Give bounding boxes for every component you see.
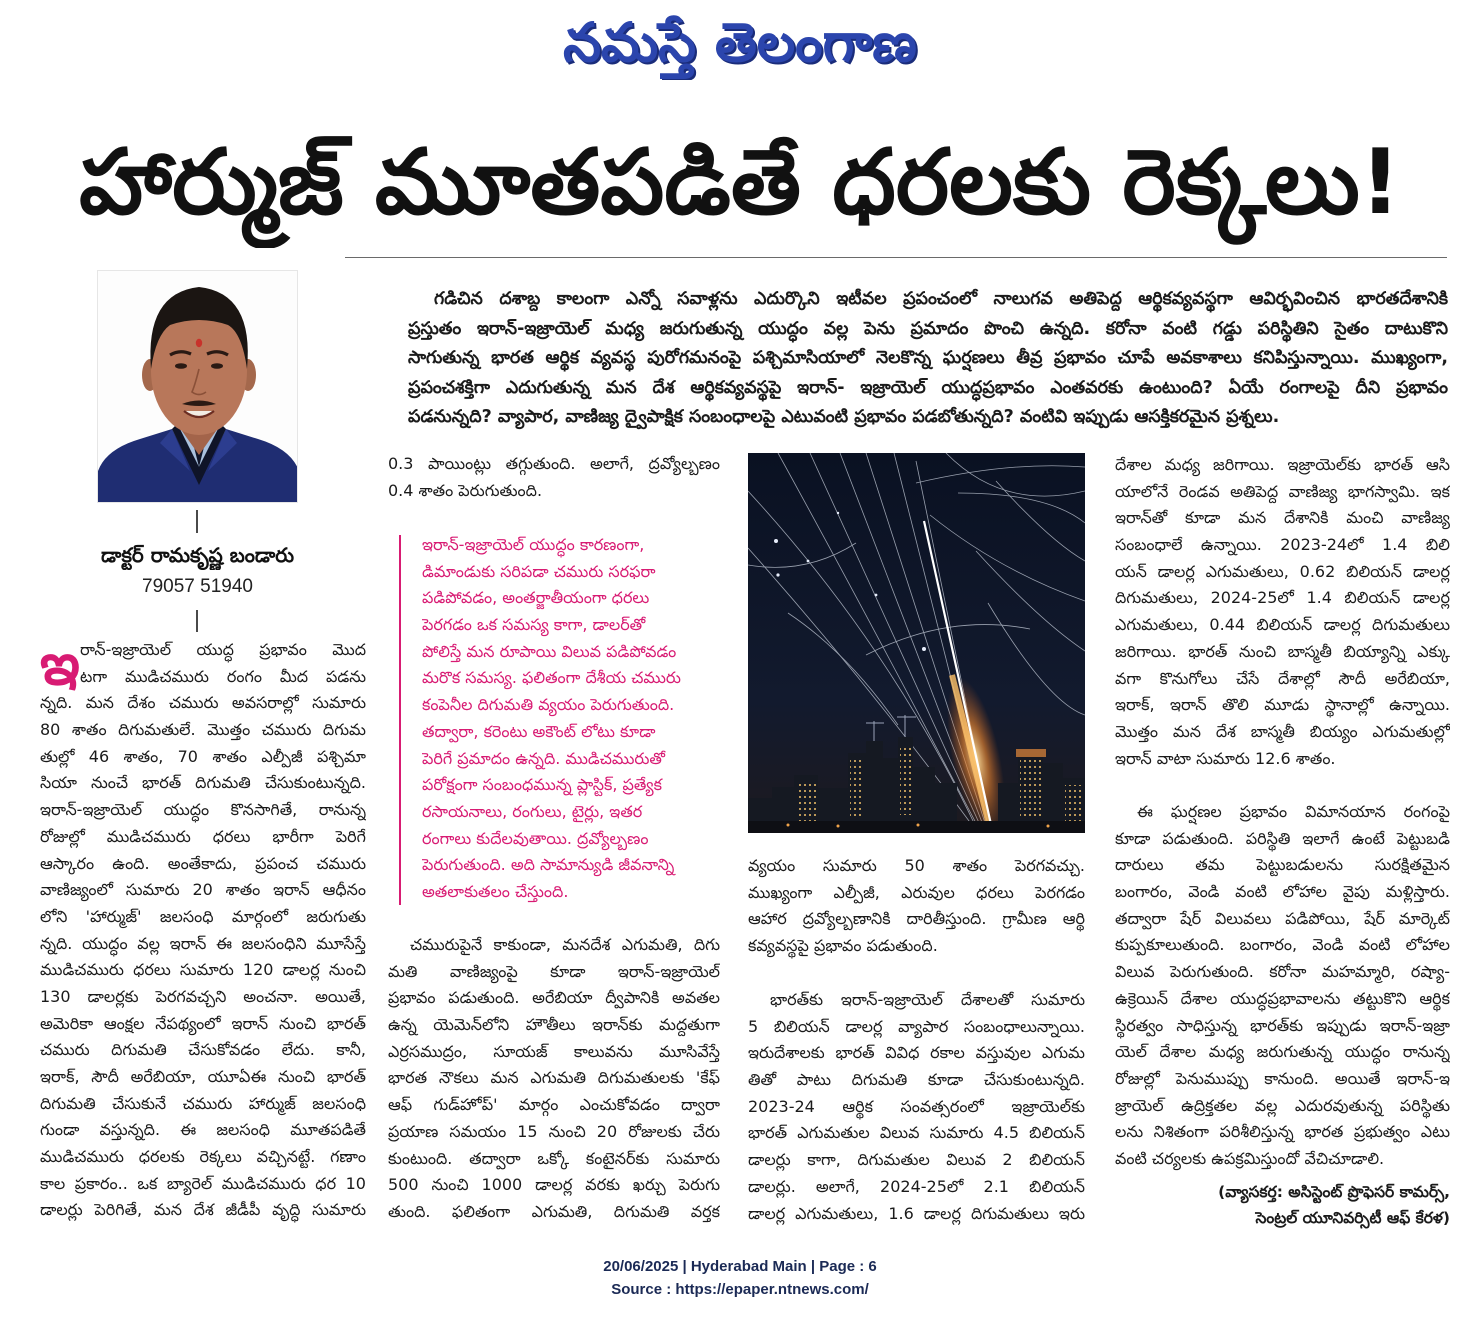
text-line: లను నిశితంగా పరిశీలిస్తున్న భారత ప్రభుత్వం ఎటు bbox=[1115, 1122, 1450, 1142]
headline-rule bbox=[345, 257, 1447, 258]
text-line: వగా కొనుగోలు చేసే దేశాల్లో సౌదీ అరేబియా, bbox=[1115, 668, 1450, 688]
headline: హార్ముజ్ మూతపడితే ధరలకు రెక్కలు! bbox=[79, 130, 1401, 235]
text-line: జ్రాయెల్ ఉద్రిక్తతల వల్ల ఎదురవుతున్న పరిస్థితు bbox=[1115, 1095, 1450, 1115]
text-line: ముడిచమురు ధరలు సుమారు 120 డాలర్ల నుంచి bbox=[40, 960, 366, 980]
text-line: తుంది. ఫలితంగా ఎగుమతి, దిగుమతి వర్తక bbox=[388, 1201, 720, 1221]
text-line: విలువ పెరుగుతుంది. కరోనా మహమ్మారి, రష్యా- bbox=[1115, 962, 1450, 982]
text-line: 2023-24 ఆర్థిక సంవత్సరంలో ఇజ్రాయెల్‌కు bbox=[748, 1096, 1085, 1116]
text-line: కుంటుంది. తద్వారా ఒక్కో కంటైనర్‌కు సుమారు bbox=[388, 1148, 720, 1168]
body-paragraph bbox=[1115, 452, 1450, 772]
text-line: బంగారం, వెండి వంటి లోహాల వైపు మళ్లిస్తారు. bbox=[1115, 882, 1450, 902]
text-line: డాలర్లు. అలాగే, 2024-25లో 2.1 బిలియన్ bbox=[748, 1176, 1085, 1196]
text-line: ఇరాన్ వాటా సుమారు 12.6 శాతం. bbox=[1115, 748, 1336, 768]
text-line: దిగుమతి చేసుకునే చమురు హార్ముజ్ జలసంధి bbox=[40, 1093, 366, 1113]
text-line: దిగుమతులు, 2024-25లో 1.4 బిలియన్ డాలర్ల bbox=[1115, 588, 1450, 608]
body-paragraph bbox=[1115, 799, 1450, 1173]
text-line: 0.4 శాతం పెరుగుతుంది. bbox=[388, 480, 543, 500]
text-line: పెరిగే ప్రమాదం ఉన్నది. ముడిచమురుతో bbox=[422, 748, 666, 768]
text-line: సెంట్రల్ యూనివర్సిటీ ఆఫ్ కేరళ) bbox=[1255, 1209, 1450, 1227]
text-line: ప్రభావం పడుతుంది. అరేబియా ద్వీపానికి అవతల bbox=[388, 988, 720, 1008]
author-credit bbox=[1115, 1179, 1450, 1231]
text-line: ఎర్రసముద్రం, సూయజ్ కాలువను మూసివేస్తే bbox=[388, 1041, 720, 1061]
text-line: తద్వారా షేర్ విలువలు పడిపోయి, షేర్ మార్కెట్ bbox=[1115, 908, 1450, 928]
text-line: జరిగాయి. భారత్ నుంచి బాస్మతీ బియ్యాన్ని ఎక్కు bbox=[1115, 641, 1450, 661]
divider-tick bbox=[196, 610, 198, 632]
text-line: మతి వాణిజ్యంపై కూడా ఇరాన్-ఇజ్రాయెల్ bbox=[388, 961, 720, 981]
intro-paragraph bbox=[408, 285, 1448, 433]
text-line: ఎగుమతులు, 0.44 బిలియన్ డాలర్ల దిగుమతులు bbox=[1115, 615, 1450, 635]
text-line: (వ్యాసకర్త: అసిస్టెంట్ ప్రొఫెసర్ కామర్స్, bbox=[1218, 1183, 1450, 1201]
text-line: దారులు తమ పెట్టుబడులను సురక్షితమైన bbox=[1115, 855, 1450, 875]
text-line: ప్రపంచశక్తిగా ఎదుగుతున్న మన దేశ ఆర్థికవ్యవస్థపై ఇరాన్- ఇజ్రాయెల్ యుద్ధప్రభావం ఎంతవరకు ఉంటుంది? ఏయే రంగాలపై దీని ప్రభావం bbox=[408, 377, 1448, 398]
missile-night-photo bbox=[748, 453, 1085, 833]
pull-quote-rule bbox=[399, 535, 401, 905]
body-paragraph bbox=[388, 932, 720, 1226]
text-line: సంబంధాలే ఉన్నాయి. 2023-24లో 1.4 బిలి bbox=[1115, 535, 1450, 555]
text-line: 500 నుంచి 1000 డాలర్ల వరకు ఖర్చు పెరుగు bbox=[388, 1175, 720, 1195]
text-line: మొత్తం మన దేశ బాస్మతీ బియ్యం ఎగుమతుల్లో bbox=[1115, 721, 1450, 741]
body-paragraph bbox=[388, 451, 720, 504]
text-line: చమురు దిగుమతి చేసుకోవడం లేదు. కానీ, bbox=[40, 1040, 366, 1060]
text-line: యెల్ దేశాల మధ్య జరుగుతున్న యుద్ధం రానున్న bbox=[1115, 1042, 1450, 1062]
text-line: ఇరాన్-ఇజ్రాయెల్ యుద్ధం కారణంగా, bbox=[422, 535, 645, 554]
text-line: కాల ప్రకారం.. ఒక బ్యారెల్ ముడిచమురు ధర 10 bbox=[40, 1173, 366, 1193]
text-line: న్నది. మన దేశం చమురు అవసరాల్లో సుమారు bbox=[40, 693, 366, 713]
text-line: రంగాలు కుదేలవుతాయి. ద్రవ్యోల్బణం bbox=[422, 828, 649, 848]
text-line: వంటి చర్యలకు ఉపక్రమిస్తుందో వేచిచూడాలి. bbox=[1115, 1148, 1385, 1168]
text-line: డాలర్ల ఎగుమతులు, 1.6 డాలర్ల దిగుమతులు ఇరు bbox=[748, 1203, 1085, 1223]
text-line: ఆఫ్ గుడ్‌హోప్' మార్గం ఎంచుకోవడం ద్వారా bbox=[388, 1095, 720, 1115]
divider-tick bbox=[196, 510, 198, 533]
text-line: ప్రయాణ సమయం 15 నుంచి 20 రోజులకు చేరు bbox=[388, 1121, 720, 1141]
text-line: డాలర్లు కాగా, దిగుమతుల విలువ 2 బిలియన్ bbox=[748, 1150, 1085, 1170]
text-line: పరోక్షంగా సంబంధమున్న ప్లాస్టిక్, ప్రత్యేక bbox=[422, 775, 662, 795]
text-line: 5 బిలియన్ డాలర్ల వ్యాపార సంబంధాలున్నాయి. bbox=[748, 1016, 1085, 1036]
source-url: Source : https://epaper.ntnews.com/ bbox=[611, 1281, 869, 1298]
text-line: ముఖ్యంగా ఎల్పీజీ, ఎరువుల ధరలు పెరగడం bbox=[748, 882, 1085, 902]
text-line: ఇరాన్‌తో కూడా మన దేశానికి మంచి వాణిజ్య bbox=[1115, 508, 1450, 528]
author-name: డాక్టర్ రామకృష్ణ బండారు bbox=[100, 543, 295, 567]
text-line: ఇరుదేశాలకు భారత్ వివిధ రకాల వస్తువుల ఎగుమ bbox=[748, 1043, 1085, 1063]
text-line: డిమాండుకు సరిపడా చమురు సరఫరా bbox=[422, 561, 656, 581]
text-line: ప్రస్తుతం ఇరాన్-ఇజ్రాయెల్ మధ్య జరుగుతున్న యుద్ధం వల్ల పెను ప్రమాదం పొంచి ఉన్నది. కరోనా వంటి గడ్డు పరిస్థితిని సైతం దాటుకొని bbox=[408, 318, 1448, 339]
text-line: రసాయనాలు, రంగులు, టైర్లు, ఇతర bbox=[422, 801, 643, 821]
text-line: భారత నౌకలు మన ఎగుమతి దిగుమతులకు 'కేఫ్ bbox=[388, 1068, 720, 1088]
text-line: 80 శాతం దిగుమతులే. మొత్తం చమురు దిగుమ bbox=[40, 720, 366, 740]
text-line: చమురుపైనే కాకుండా, మనదేశ ఎగుమతి, దిగు bbox=[410, 935, 720, 954]
text-line: న్నది. యుద్ధం వల్ల ఇరాన్ ఈ జలసంధిని మూసేస్తే bbox=[40, 933, 366, 953]
text-line: యాలోనే రెండవ అతిపెద్ద వాణిజ్య భాగస్వామి. ఇక bbox=[1115, 481, 1450, 501]
text-line: అతలాకుతలం చేస్తుంది. bbox=[422, 881, 569, 901]
text-line: తద్వారా, కరెంటు అకౌంట్ లోటు కూడా bbox=[422, 721, 656, 741]
edition-info: 20/06/2025 | Hyderabad Main | Page : 6 bbox=[603, 1258, 877, 1275]
text-line: ఇరాక్, ఇరాన్ తొలి మూడు స్థానాల్లో ఉన్నాయి. bbox=[1115, 695, 1450, 715]
text-line: ఉన్న యెమెన్‌లోని హౌతీలు ఇరాన్‌కు మద్దతుగా bbox=[388, 1015, 720, 1035]
text-line: భారత్ ఎగుమతుల విలువ సుమారు 4.5 బిలియన్ bbox=[748, 1123, 1085, 1143]
text-line: ముడిచమురు ధరలకు రెక్కలు వచ్చినట్టే. గణాం bbox=[40, 1147, 366, 1167]
text-line: గుండా వస్తున్నది. ఈ జలసంధి మూతపడితే bbox=[40, 1120, 366, 1140]
text-line: కుప్పకూలుతుంది. బంగారం, వెండి వంటి లోహాల bbox=[1115, 935, 1450, 955]
text-line: రాన్-ఇజ్రాయెల్ యుద్ధ ప్రభావం మొద bbox=[80, 640, 366, 659]
text-line: తితో పాటు దిగుమతి కూడా చేసుకుంటున్నది. bbox=[748, 1070, 1085, 1090]
text-line: రోజుల్లో పెనుముప్పు కానుంది. అయితే ఇరాన్-ఇ bbox=[1115, 1068, 1450, 1088]
body-paragraph bbox=[748, 853, 1085, 960]
text-line: వాణిజ్యంలో సుమారు 20 శాతం ఇరాన్ ఆధీనం bbox=[40, 880, 366, 900]
masthead-logo: నమస్తే తెలంగాణ bbox=[563, 11, 917, 74]
text-line: డాలర్లు పెరిగితే, మన దేశ జీడీపీ వృద్ధి సుమారు bbox=[40, 1200, 366, 1220]
text-line: రోజుల్లో ముడిచమురు ధరలు భారీగా పెరిగే bbox=[40, 826, 366, 846]
text-line: భారత్‌కు ఇరాన్-ఇజ్రాయెల్ దేశాలతో సుమారు bbox=[770, 990, 1085, 1009]
text-line: మరొక సమస్య. ఫలితంగా దేశీయ చమురు bbox=[422, 668, 681, 688]
text-line: కవ్యవస్థపై ప్రభావం పడుతుంది. bbox=[748, 936, 938, 956]
text-line: ఇరాన్-ఇజ్రాయెల్ యుద్ధం కొనసాగితే, రానున్న bbox=[40, 800, 366, 820]
text-line: దేశాల మధ్య జరిగాయి. ఇజ్రాయెల్‌కు భారత్ ఆసి bbox=[1115, 455, 1450, 474]
text-line: కంపెనీల దిగుమతి వ్యయం పెరుగుతుంది. bbox=[422, 695, 675, 715]
text-line: టగా ముడిచమురు రంగం మీద పడను bbox=[80, 666, 366, 686]
body-paragraph bbox=[748, 987, 1085, 1227]
text-line: ఆహార ద్రవ్యోల్బణానికి దారితీస్తుంది. గ్రామీణ ఆర్థి bbox=[748, 909, 1085, 929]
author-photo bbox=[97, 270, 298, 503]
text-line: యన్ డాలర్ల ఎగుమతులు, 0.62 బిలియన్ డాలర్ల bbox=[1115, 561, 1450, 581]
text-line: కూడా పడుతుంది. పరిస్థితి ఇలాగే ఉంటే పెట్టుబడి bbox=[1115, 828, 1450, 848]
text-line: వ్యయం సుమారు 50 శాతం పెరగవచ్చు. bbox=[748, 856, 1085, 875]
text-line: ఆస్కారం ఉంది. అంతేకాదు, ప్రపంచ చమురు bbox=[40, 853, 366, 873]
drop-cap: ఇ bbox=[40, 637, 80, 691]
text-line: అమెరికా ఆంక్షల నేపథ్యంలో ఇరాన్ నుంచి భారత్ bbox=[40, 1013, 366, 1033]
text-line: ఇరాక్, సౌదీ అరేబియా, యూఏఈ నుంచి భారత్ bbox=[40, 1067, 366, 1086]
text-line: పోలిస్తే మన రూపాయి విలువ పడిపోవడం bbox=[422, 641, 677, 661]
text-line: గడిచిన దశాబ్ద కాలంగా ఎన్నో సవాళ్లను ఎదుర్కొని ఇటీవల ప్రపంచంలో నాలుగవ అతిపెద్ద ఆర్థికవ్యవస్థగా ఆవిర్భవించిన భారతదేశానికి bbox=[434, 289, 1448, 309]
text-line: ఉక్రెయిన్ దేశాల యుద్ధప్రభావాలను తట్టుకొని ఆర్థిక bbox=[1115, 988, 1450, 1008]
text-line: స్థిరత్వం సాధిస్తున్న భారత్‌కు ఇప్పుడు ఇరాన్-ఇజ్రా bbox=[1115, 1015, 1450, 1035]
article-column-1 bbox=[40, 637, 366, 1224]
text-line: సియా నుంచే భారత్ దిగుమతి చేసుకుంటున్నది. bbox=[40, 773, 366, 793]
pull-quote bbox=[422, 532, 714, 906]
text-line: పెరగడం ఒక సమస్య కాగా, డాలర్‌తో bbox=[422, 615, 646, 635]
text-line: తుల్లో 46 శాతం, 70 శాతం ఎల్పీజీ పశ్చిమా bbox=[40, 746, 366, 766]
author-phone: 79057 51940 bbox=[142, 576, 253, 597]
text-line: లోని 'హార్ముజ్' జలసంధి మార్గంలో జరుగుతు bbox=[40, 906, 366, 926]
text-line: పడనున్నది? వ్యాపార, వాణిజ్య ద్వైపాక్షిక సంబంధాలపై ఎటువంటి ప్రభావం పడబోతున్నది? వంటివి ఇప్పుడు ఆసక్తికరమైన ప్రశ్నలు. bbox=[408, 407, 1280, 427]
text-line: పెరుగుతుంది. అది సామాన్యుడి జీవనాన్ని bbox=[422, 855, 675, 875]
text-line: 130 డాలర్లకు పెరగవచ్చని అంచనా. అయితే, bbox=[40, 986, 366, 1006]
text-line: సాగుతున్న భారత ఆర్థిక వ్యవస్థ పురోగమనంపై పశ్చిమాసియాలో నెలకొన్న ఘర్షణలు తీవ్ర ప్రభావం చూపే అవకాశాలు కనిపిస్తున్నాయి. ముఖ్యంగా, bbox=[408, 348, 1448, 368]
body-paragraph bbox=[40, 637, 366, 1224]
text-line: 0.3 పాయింట్లు తగ్గుతుంది. అలాగే, ద్రవ్యోల్బణం bbox=[388, 454, 720, 473]
text-line: పడిపోవడం, అంతర్జాతీయంగా ధరలు bbox=[422, 588, 650, 608]
text-line: ఈ ఘర్షణల ప్రభావం విమానయాన రంగంపై bbox=[1137, 802, 1450, 821]
